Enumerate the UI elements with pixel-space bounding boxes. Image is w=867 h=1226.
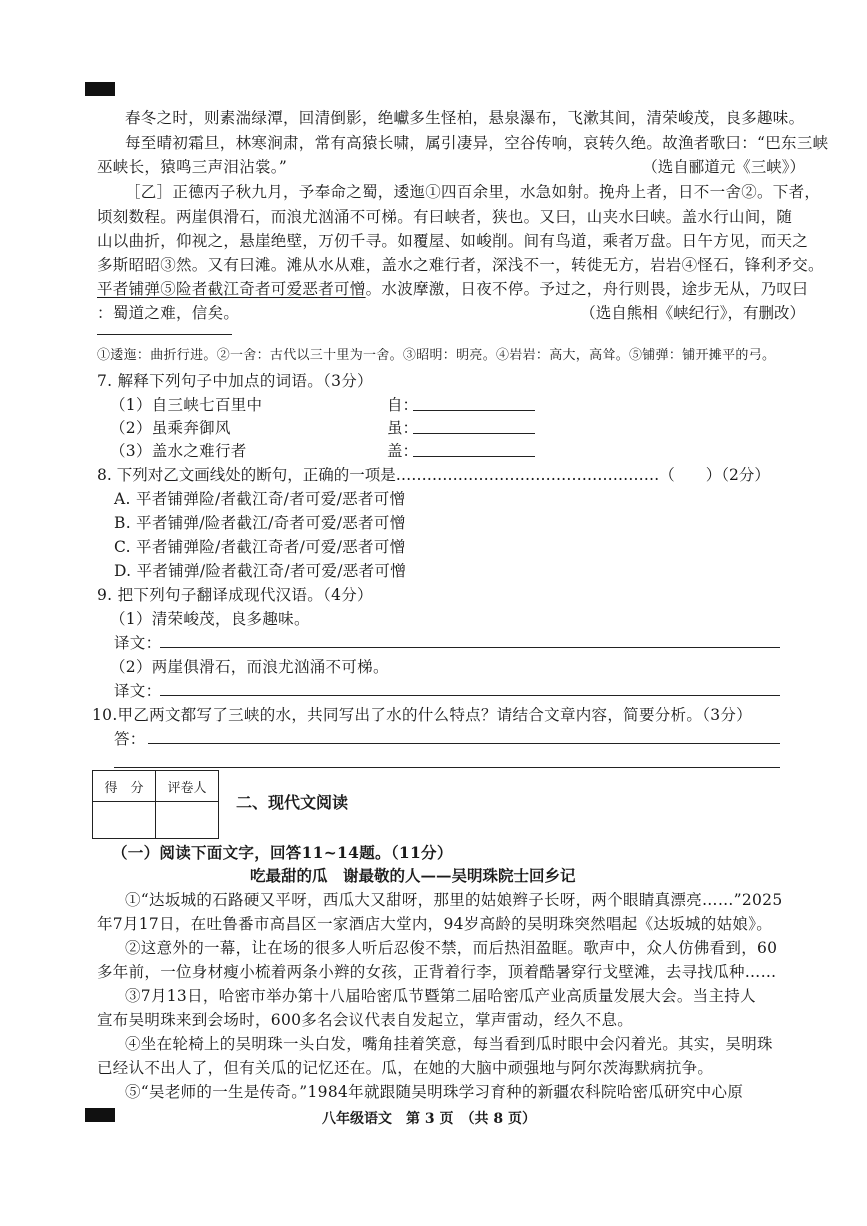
article-title: 吃最甜的瓜 谢最敬的人——吴明珠院士回乡记 [250,866,576,885]
q10-stem: 10.甲乙两文都写了三峡的水，共同写出了水的什么特点？请结合文章内容，简要分析。（3分） [92,706,752,724]
footnote: ①逶迤：曲折行进。②一舍：古代以三十里为一舍。③昭明：明亮。④岩岩：高大，高耸。⑤铺弹：铺开摊平的弓。 [97,348,776,363]
q9-sentence-2: （2）两崖俱滑石，而浪尤汹涌不可梯。 [110,658,389,676]
q7-item-2: （2）虽乘奔御风 [110,419,231,437]
article-p3a: ③7月13日，哈密市举办第十八届哈密瓜节暨第二届哈密瓜产业高质量发展大会。当主持人 [125,987,756,1005]
footnote-divider [97,334,232,335]
q9-label-2: 译文： [114,682,162,700]
passage-b-l1: ［乙］正德丙子秋九月，予奉命之蜀，逶迤①四百余里，水急如射。挽舟上者，日不一舍②。下者， [125,183,821,201]
passage-b-l5 [97,277,808,299]
passage-a-source: （选自郦道元《三峡》） [642,158,805,176]
article-p5: ⑤“吴老师的一生是传奇。”1984年就跟随吴明珠学习育种的新疆农科院哈密瓜研究中心原 [125,1083,744,1101]
article-p3b: 宣布吴明珠来到会场时，600多名会议代表自发起立，掌声雷动，经久不息。 [97,1011,634,1029]
q8-option-b[interactable]: B. 平者铺弹/险者截江/奇者可爱/恶者可憎 [114,514,406,532]
grader-header: 评卷人 [156,771,219,802]
q7-key-3: 盖： [387,442,419,460]
bottom-left-marker [85,1108,115,1122]
passage-b-l5-rest: 。水波摩激，日夜不停。予过之，舟行则畏，途步无从，乃叹曰 [365,280,809,298]
q9-label-1: 译文： [114,634,162,652]
q7-item-1: （1）自三峡七百里中 [110,396,263,414]
passage-b-l2: 顷刻数程。两崖俱滑石，而浪尤汹涌不可梯。有曰峡者，狭也。又曰，山夹水曰峡。盖水行山间，随 [97,208,793,226]
score-header: 得 分 [93,771,156,802]
q10-answer-1[interactable] [148,743,780,744]
q7-stem: 7. 解释下列句子中加点的词语。（3分） [97,372,373,390]
score-table [92,770,219,839]
passage-a-p1: 春冬之时，则素湍绿潭，回清倒影，绝巘多生怪柏，悬泉瀑布，飞漱其间，清荣峻茂，良多趣味。 [125,109,805,127]
passage-a-p2a: 每至晴初霜旦，林寒涧肃，常有高猿长啸，属引凄异，空谷传响，哀转久绝。故渔者歌曰：“巴东三峡 [125,134,829,152]
q7-answer-1[interactable] [413,410,535,411]
score-cell[interactable] [93,802,156,839]
grader-cell[interactable] [156,802,219,839]
q9-answer-2[interactable] [160,695,780,696]
passage-b-l6: ：蜀道之难，信矣。 [97,304,240,322]
q8-stem: 8. 下列对乙文画线处的断句，正确的一项是……………………………………………（ ）（2分） [97,466,770,484]
underlined-sentence: 平者铺弹⑤险者截江奇者可爱恶者可憎 [97,280,366,298]
section-2-subtitle: （一）阅读下面文字，回答11~14题。（11分） [112,843,453,862]
page-footer: 八年级语文 第 3 页 （共 8 页） [322,1111,536,1127]
article-p1b: 年7月17日，在吐鲁番市高昌区一家酒店大堂内，94岁高龄的吴明珠突然唱起《达坂城的姑娘》。 [97,915,773,933]
q7-answer-3[interactable] [413,456,535,457]
q8-option-a[interactable]: A. 平者铺弹险/者截江奇/者可爱/恶者可憎 [114,490,406,508]
article-p2a: ②这意外的一幕，让在场的很多人听后忍俊不禁，而后热泪盈眶。歌声中，众人仿佛看到，60 [125,939,778,957]
passage-b-source: （选自熊相《峡纪行》，有删改） [580,304,805,322]
q9-sentence-1: （1）清荣峻茂，良多趣味。 [110,610,310,628]
article-p4a: ④坐在轮椅上的吴明珠一头白发，嘴角挂着笑意，每当看到瓜时眼中会闪着光。其实，吴明珠 [125,1035,773,1053]
passage-a-p2b: 巫峡长，猿鸣三声泪沾裳。” [97,158,288,176]
q9-stem: 9. 把下列句子翻译成现代汉语。（4分） [97,586,373,604]
passage-b-l3: 山以曲折，仰视之，悬崖绝壁，万仞千寻。如覆屋、如峻削。间有鸟道，乘者万盘。日午方见，而天之 [97,232,809,250]
q7-answer-2[interactable] [413,433,535,434]
q8-option-d[interactable]: D. 平者铺弹/险者截江奇/者可爱/恶者可憎 [114,562,406,580]
top-left-marker [85,82,115,96]
article-p2b: 多年前，一位身材瘦小梳着两条小辫的女孩，正背着行李，顶着酷暑穿行戈壁滩，去寻找瓜种…… [97,963,777,981]
article-p4b: 已经认不出人了，但有关瓜的记忆还在。瓜，在她的大脑中顽强地与阿尔茨海默病抗争。 [97,1059,714,1077]
q8-option-c[interactable]: C. 平者铺弹险/者截江奇者/可爱/恶者可憎 [114,538,406,556]
q9-answer-1[interactable] [160,647,780,648]
article-p1a: ①“达坂城的石路硬又平呀，西瓜大又甜呀，那里的姑娘辫子长呀，两个眼睛真漂亮……”2025 [125,891,783,909]
q10-answer-2[interactable] [114,767,780,768]
passage-b-l4: 多斯昭昭③然。又有曰滩。滩从水从难，盖水之难行者，深浅不一，转徙无方，岩岩④怪石，锋利矛交。 [97,256,824,274]
q7-key-1: 自： [387,396,419,414]
section-2-title: 二、现代文阅读 [236,793,349,812]
q10-label: 答： [114,730,146,748]
q7-item-3: （3）盖水之难行者 [110,442,247,460]
q7-key-2: 虽： [387,419,419,437]
